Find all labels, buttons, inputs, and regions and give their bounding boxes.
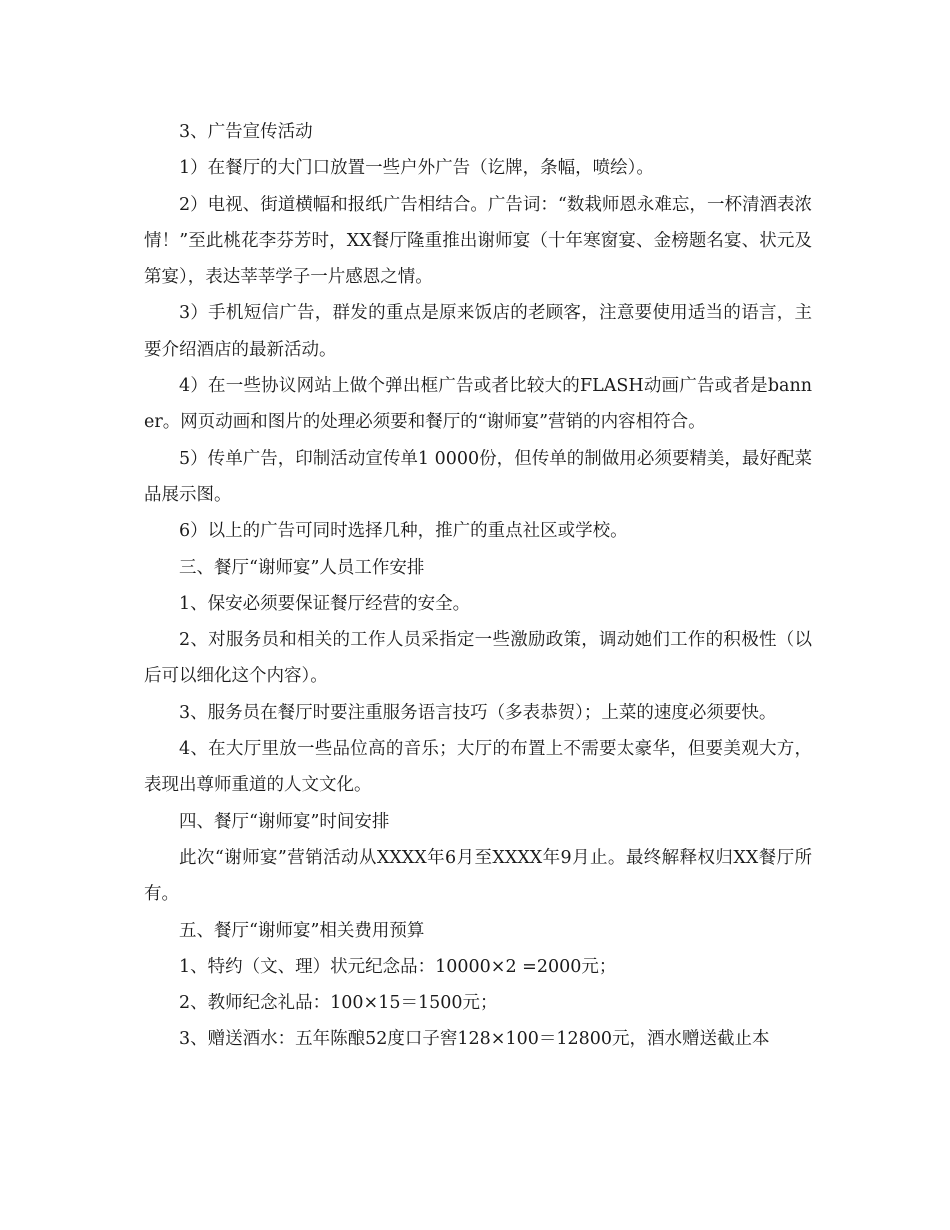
paragraph-outdoor-ads: 1）在餐厅的大门口放置一些户外广告（讫牌，条幅，喷绘）。 <box>179 158 654 179</box>
paragraph-schedule: 此次“谢师宴”营销活动从XXXX年6月至XXXX年9月止。最终解释权归XX餐厅所有。 <box>144 847 812 905</box>
section-heading-budget: 五、餐厅“谢师宴”相关费用预算 <box>179 920 425 941</box>
paragraph-web-ads: 4）在一些协议网站上做个弹出框广告或者比较大的FLASH动画广告或者是banner。网页动画和图片的处理必须要和餐厅的“谢师宴”营销的内容相符合。 <box>144 376 812 433</box>
paragraph-budget-liquor: 3、赠送酒水：五年陈酿52度口子窖128×100＝12800元，酒水赠送截止本 <box>179 1029 770 1050</box>
paragraph-sms-ads: 3）手机短信广告，群发的重点是原来饭店的老顾客，注意要使用适当的语言，主要介绍酒店的最新活动。 <box>144 303 812 360</box>
paragraph-budget-souvenir: 1、特约（文、理）状元纪念品：10000×2 =2000元； <box>179 956 617 977</box>
paragraph-flyer-ads: 5）传单广告，印制活动宣传单1 0000份，但传单的制做用必须要精美，最好配菜品展示图。 <box>144 448 812 505</box>
paragraph-hall-music: 4、在大厅里放一些品位高的音乐；大厅的布置上不需要太豪华，但要美观大方，表现出尊师重道的人文文化。 <box>144 739 812 796</box>
paragraph-incentives: 2、对服务员和相关的工作人员采指定一些激励政策，调动她们工作的积极性（以后可以细化这个内容）。 <box>144 630 812 687</box>
paragraph-tv-street-newspaper: 2）电视、街道横幅和报纸广告相结合。广告词：“数栽师恩永难忘，一杯清酒表浓情！”至此桃花李芬芳时，XX餐厅隆重推出谢师宴（十年寒窗宴、金榜题名宴、状元及第宴），表达莘莘学子一片感恩之情。 <box>144 194 812 288</box>
section-heading-staff: 三、餐厅“谢师宴”人员工作安排 <box>179 557 425 578</box>
document-body <box>144 114 812 1058</box>
section-heading-advertising: 3、广告宣传活动 <box>179 122 313 142</box>
paragraph-budget-teacher-gift: 2、教师纪念礼品：100×15＝1500元； <box>179 993 498 1014</box>
paragraph-combined-ads: 6）以上的广告可同时选择几种，推广的重点社区或学校。 <box>179 521 628 542</box>
paragraph-service-language: 3、服务员在餐厅时要注重服务语言技巧（多表恭贺）；上菜的速度必须要快。 <box>179 702 777 723</box>
paragraph-security: 1、保安必须要保证餐厅经营的安全。 <box>179 593 471 614</box>
section-heading-schedule: 四、餐厅“谢师宴”时间安排 <box>179 811 390 832</box>
